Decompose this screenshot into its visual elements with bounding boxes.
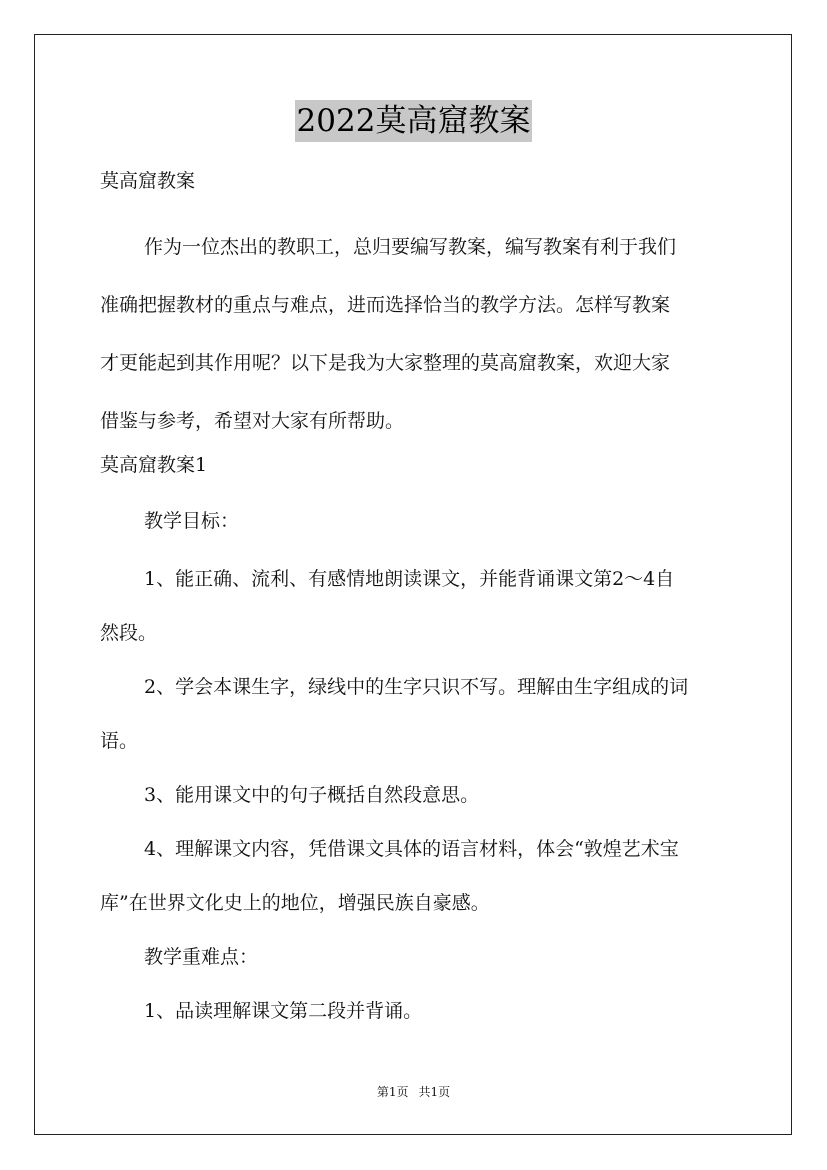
paragraph-line: 然段。 bbox=[100, 622, 158, 644]
paragraph-line: 语。 bbox=[100, 730, 139, 752]
page-footer bbox=[0, 1084, 827, 1100]
paragraph-line: 3、能用课文中的句子概括自然段意思。 bbox=[144, 784, 480, 806]
paragraph-line: 1、品读理解课文第二段并背诵。 bbox=[144, 1000, 423, 1022]
paragraph-line: 1、能正确、流利、有感情地朗读课文，并能背诵课文第2～4自 bbox=[144, 568, 675, 590]
paragraph-line: 准确把握教材的重点与难点，进而选择恰当的教学方法。怎样写教案 bbox=[100, 294, 671, 316]
title-area bbox=[0, 100, 827, 142]
paragraph-line: 莫高窟教案 bbox=[100, 170, 196, 192]
document-title: 2022莫高窟教案 bbox=[295, 100, 533, 142]
paragraph-line: 2、学会本课生字，绿线中的生字只识不写。理解由生字组成的词 bbox=[144, 676, 689, 698]
page-number: 第1页 bbox=[376, 1085, 409, 1099]
paragraph-line: 库”在世界文化史上的地位，增强民族自豪感。 bbox=[100, 892, 490, 914]
page-total: 共1页 bbox=[418, 1085, 451, 1099]
paragraph-line: 莫高窟教案1 bbox=[100, 454, 208, 476]
paragraph-line: 教学目标： bbox=[144, 510, 240, 532]
paragraph-line: 作为一位杰出的教职工，总归要编写教案，编写教案有利于我们 bbox=[144, 236, 677, 258]
paragraph-line: 借鉴与参考，希望对大家有所帮助。 bbox=[100, 410, 405, 432]
paragraph-line: 才更能起到其作用呢？以下是我为大家整理的莫高窟教案，欢迎大家 bbox=[100, 352, 671, 374]
paragraph-line: 教学重难点： bbox=[144, 946, 259, 968]
paragraph-line: 4、理解课文内容，凭借课文具体的语言材料，体会“敦煌艺术宝 bbox=[144, 838, 679, 860]
